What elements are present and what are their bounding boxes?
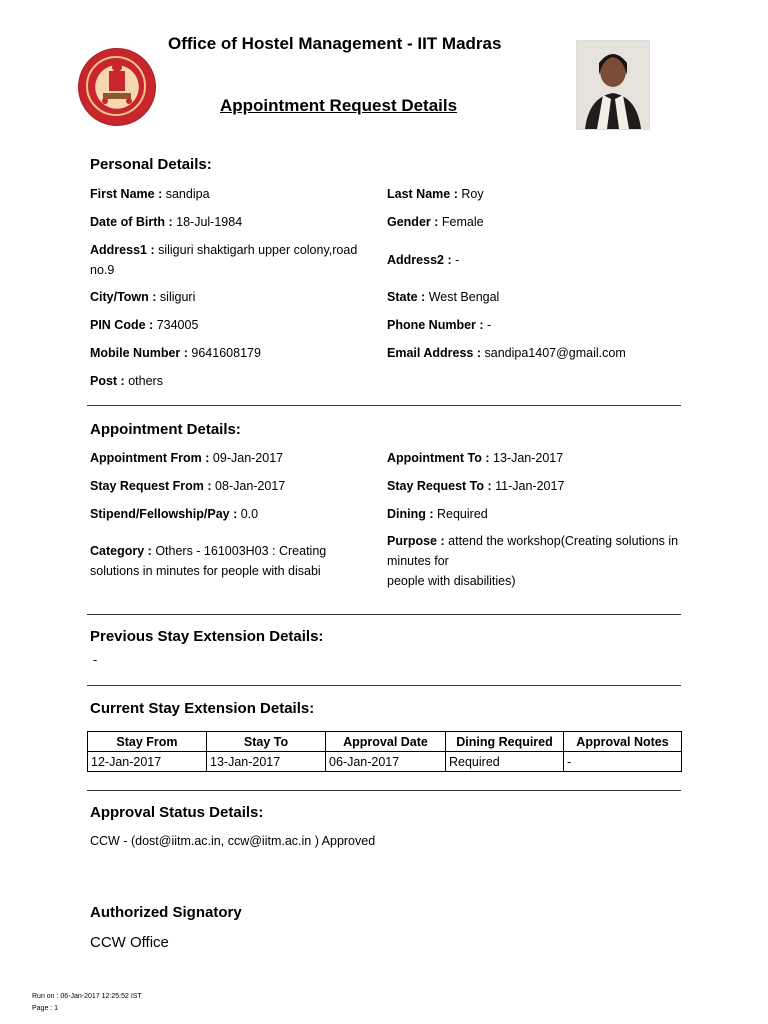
last-name-field: Last Name : Roy — [387, 187, 484, 201]
divider — [87, 614, 681, 615]
column-header: Stay From — [88, 732, 207, 752]
appointment-from-field: Appointment From : 09-Jan-2017 — [90, 451, 284, 465]
divider — [87, 405, 681, 406]
column-header: Dining Required — [446, 732, 564, 752]
current-extension-heading: Current Stay Extension Details: — [90, 700, 315, 717]
table-cell: Required — [446, 752, 564, 772]
phone-field: Phone Number : - — [387, 318, 492, 332]
table-cell: 06-Jan-2017 — [326, 752, 446, 772]
signatory-office: CCW Office — [90, 934, 169, 951]
city-field: City/Town : siliguri — [90, 290, 196, 304]
dob-field: Date of Birth : 18-Jul-1984 — [90, 215, 243, 229]
previous-extension-heading: Previous Stay Extension Details: — [90, 628, 324, 645]
stay-request-to-field: Stay Request To : 11-Jan-2017 — [387, 479, 565, 493]
divider — [87, 685, 681, 686]
address1-field: Address1 : siliguri shaktigarh upper colony,road no.9 — [90, 243, 358, 277]
first-name-field: First Name : sandipa — [90, 187, 210, 201]
stipend-field: Stipend/Fellowship/Pay : 0.0 — [90, 507, 259, 521]
category-field: Category : Others - 161003H03 : Creating solutions in minutes for people with disabi — [90, 544, 327, 578]
office-title: Office of Hostel Management - IIT Madras — [168, 34, 502, 53]
stay-request-from-field: Stay Request From : 08-Jan-2017 — [90, 479, 286, 493]
mobile-field: Mobile Number : 9641608179 — [90, 346, 261, 360]
state-field: State : West Bengal — [387, 290, 500, 304]
table-row — [88, 752, 682, 772]
page-number: Page : 1 — [32, 1005, 59, 1012]
address2-field: Address2 : - — [387, 253, 460, 267]
table-cell: - — [564, 752, 682, 772]
previous-extension-value: - — [93, 653, 98, 667]
personal-details-heading: Personal Details: — [90, 156, 212, 173]
gender-field: Gender : Female — [387, 215, 484, 229]
dining-field: Dining : Required — [387, 507, 488, 521]
post-field: Post : others — [90, 374, 163, 388]
iit-madras-logo-icon — [78, 48, 156, 126]
appointment-details-heading: Appointment Details: — [90, 421, 241, 438]
table-header-row — [88, 732, 682, 752]
email-field: Email Address : sandipa1407@gmail.com — [387, 346, 626, 360]
approval-status-text: CCW - (dost@iitm.ac.in, ccw@iitm.ac.in ) Approved — [90, 834, 376, 848]
column-header: Stay To — [207, 732, 326, 752]
authorized-signatory-heading: Authorized Signatory — [90, 904, 242, 921]
column-header: Approval Date — [326, 732, 446, 752]
column-header: Approval Notes — [564, 732, 682, 752]
applicant-photo — [576, 40, 650, 130]
approval-status-heading: Approval Status Details: — [90, 804, 264, 821]
run-on-timestamp: Run on : 06-Jan-2017 12:25:52 IST — [32, 993, 142, 1000]
purpose-field: Purpose : attend the workshop(Creating solutions in minutes for people with disabilities) — [387, 534, 679, 588]
pin-field: PIN Code : 734005 — [90, 318, 199, 332]
page-title: Appointment Request Details — [220, 96, 458, 115]
appointment-to-field: Appointment To : 13-Jan-2017 — [387, 451, 564, 465]
table-cell: 12-Jan-2017 — [88, 752, 207, 772]
table-cell: 13-Jan-2017 — [207, 752, 326, 772]
current-extension-table — [87, 731, 682, 772]
divider — [87, 790, 681, 791]
